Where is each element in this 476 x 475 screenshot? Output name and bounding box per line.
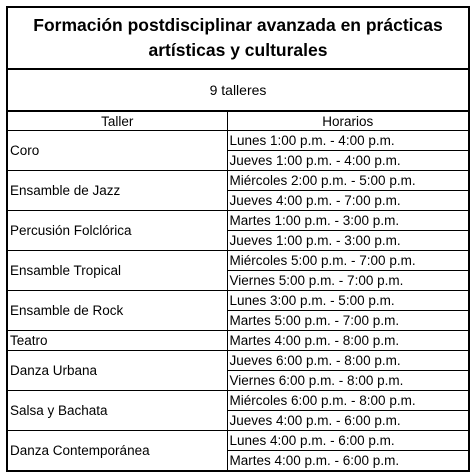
taller-cell: Danza Contemporánea [8,431,227,471]
column-header-taller: Taller [8,112,227,131]
taller-cell: Ensamble de Jazz [8,171,227,211]
horario-cell: Martes 4:00 p.m. - 8:00 p.m. [227,331,468,351]
schedule-body [8,131,468,471]
horario-cell: Lunes 4:00 p.m. - 6:00 p.m. [227,431,468,451]
schedule-sheet [6,6,470,472]
workshop-count: 9 talleres [8,70,468,112]
horario-cell: Miércoles 2:00 p.m. - 5:00 p.m. [227,171,468,191]
horario-cell: Martes 1:00 p.m. - 3:00 p.m. [227,211,468,231]
table-row [8,331,468,351]
taller-cell: Ensamble Tropical [8,251,227,291]
horario-cell: Jueves 1:00 p.m. - 4:00 p.m. [227,151,468,171]
table-row [8,351,468,371]
taller-cell: Salsa y Bachata [8,391,227,431]
horario-cell: Martes 5:00 p.m. - 7:00 p.m. [227,311,468,331]
horario-cell: Jueves 1:00 p.m. - 3:00 p.m. [227,231,468,251]
taller-cell: Danza Urbana [8,351,227,391]
horario-cell: Miércoles 6:00 p.m. - 8:00 p.m. [227,391,468,411]
horario-cell: Jueves 6:00 p.m. - 8:00 p.m. [227,351,468,371]
horario-cell: Miércoles 5:00 p.m. - 7:00 p.m. [227,251,468,271]
taller-cell: Ensamble de Rock [8,291,227,331]
header-row [8,112,468,131]
table-row [8,131,468,151]
page-title: Formación postdisciplinar avanzada en prácticas artísticas y culturales [8,8,468,70]
table-row [8,391,468,411]
schedule-table [8,112,468,470]
table-row [8,171,468,191]
table-row [8,251,468,271]
horario-cell: Viernes 6:00 p.m. - 8:00 p.m. [227,371,468,391]
horario-cell: Lunes 3:00 p.m. - 5:00 p.m. [227,291,468,311]
taller-cell: Teatro [8,331,227,351]
table-row [8,291,468,311]
taller-cell: Coro [8,131,227,171]
horario-cell: Jueves 4:00 p.m. - 6:00 p.m. [227,411,468,431]
taller-cell: Percusión Folclórica [8,211,227,251]
horario-cell: Lunes 1:00 p.m. - 4:00 p.m. [227,131,468,151]
table-row [8,431,468,451]
table-row [8,211,468,231]
column-header-horarios: Horarios [227,112,468,131]
horario-cell: Viernes 5:00 p.m. - 7:00 p.m. [227,271,468,291]
horario-cell: Martes 4:00 p.m. - 6:00 p.m. [229,453,400,468]
horario-cell: Jueves 4:00 p.m. - 7:00 p.m. [227,191,468,211]
